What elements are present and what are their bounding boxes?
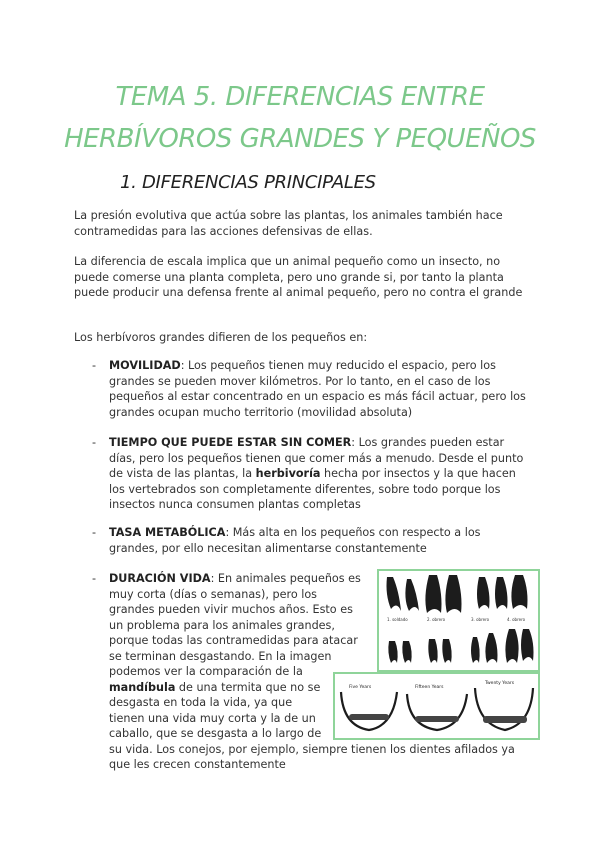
figure-label: 1. soldado [387, 617, 408, 622]
bullet-text: : Más alta en los pequeños con respecto a los grandes, por ello necesitan alimentarse constantemente [109, 526, 481, 555]
horse-teeth-image [335, 674, 538, 738]
title-line-1: TEMA 5. DIFERENCIAS ENTRE [115, 82, 485, 112]
bullet-emphasis: mandíbula [109, 680, 176, 694]
bullet-text: : En animales pequeños es muy corta (días o semanas), pero los grandes pueden vivir muchos años. Esto es un problema para los animales grandes, porque todas las contramedidas para atacar se terminan desgastando. En la imagen podemos ver la comparación de la [109, 572, 361, 678]
figure-label: 2. obrero [427, 617, 446, 622]
bullet-text: hecha por insectos y la que hacen los vertebrados son completamente diferentes, sobre todo porque los insectos nunca consumen plantas completas [109, 467, 516, 511]
figure-label: Twenty Years [485, 681, 515, 686]
bullet-dash: - [92, 359, 97, 372]
paragraph-2: La diferencia de escala implica que un animal pequeño como un insecto, no puede comerse una planta completa, pero uno grande si, por tanto la planta puede producir una defensa frente al animal pequeño, pero no contra el grande [74, 255, 523, 299]
paragraph-3: Los herbívoros grandes difieren de los pequeños en: [74, 331, 368, 344]
bullet-term: TASA METABÓLICA [109, 526, 226, 539]
bullet-term: TIEMPO QUE PUEDE ESTAR SIN COMER [109, 436, 352, 449]
figure-label: 4. obrero [507, 617, 526, 622]
title-line-2: HERBÍVOROS GRANDES Y PEQUEÑOS [64, 124, 536, 154]
page-title [60, 76, 540, 160]
section-heading: 1. DIFERENCIAS PRINCIPALES [120, 172, 376, 193]
bullet-dash: - [92, 436, 97, 449]
figure-label: Five Years [349, 685, 372, 690]
paragraph-1: La presión evolutiva que actúa sobre las plantas, los animales también hace contramedidas para las acciones defensivas de ellas. [74, 209, 503, 238]
bullet-term: DURACIÓN VIDA [109, 572, 211, 585]
bullet-text: : Los pequeños tienen muy reducido el espacio, pero los grandes se pueden mover kilómetros. Por lo tanto, en el caso de los pequeños al estar concentrado en un espacio es más fácil actuar, pero los grandes ocupan mucho territorio (movilidad absoluta) [109, 359, 526, 419]
bullet-text: : Los grandes pueden estar días, pero los pequeños tienen que comer más a menudo. Desde el punto de vista de las plantas, la [109, 436, 524, 480]
figure-label: Fifteen Years [415, 685, 444, 690]
horse-teeth-figure [333, 672, 540, 740]
termite-mandible-image [379, 571, 538, 670]
termite-mandible-figure [377, 569, 540, 672]
bullet-text: de una termita que no se desgasta en toda la vida, ya que tienen una vida muy corta y la de un caballo, que se desgasta a lo largo de su vida. Los conejos, por ejemplo, siempre tienen los dientes afilados ya que les crecen constantemente [109, 680, 515, 771]
bullet-emphasis: herbivoría [255, 467, 321, 480]
bullet-dash: - [92, 572, 97, 585]
figure-label: 3. obrero [471, 617, 490, 622]
bullet-term: MOVILIDAD [109, 359, 181, 372]
bullet-dash: - [92, 526, 97, 539]
